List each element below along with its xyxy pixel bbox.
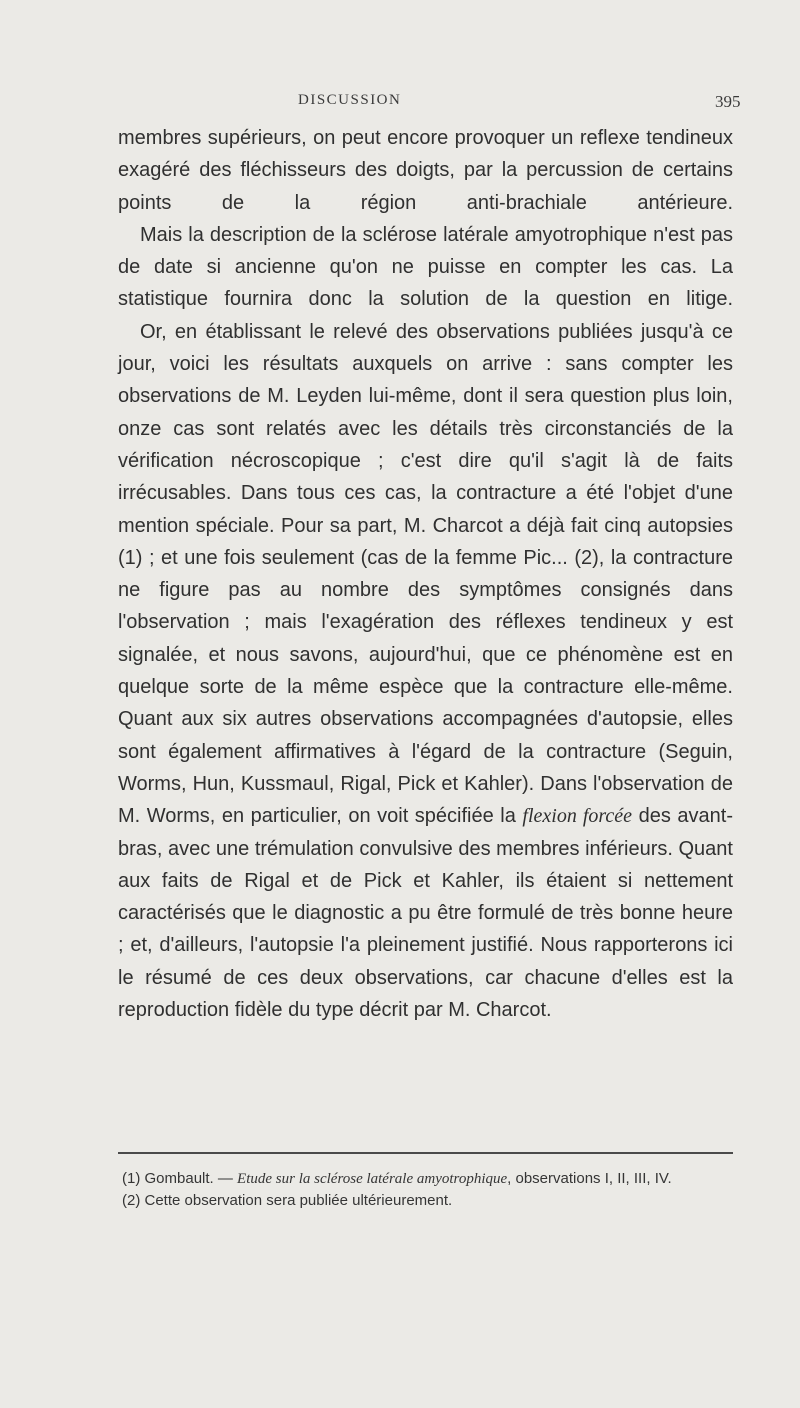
footnote-2: [122, 1190, 732, 1211]
footnote-text: (2) Cette observation sera publiée ultérieurement.: [122, 1192, 453, 1209]
footnote-rule: [118, 1152, 733, 1154]
paragraph-statistics: [118, 316, 733, 1027]
footnotes: [122, 1168, 732, 1211]
paragraph-text: membres supérieurs, on peut encore provoquer un reflexe tendineux exagéré des fléchisseurs des doigts, par la percussion de certains points de la région anti-brachiale antérieure.: [118, 127, 733, 214]
paragraph-text: Or, en établissant le relevé des observations publiées jusqu'à ce jour, voici les résultats auxquels on arrive : sans compter les observations de M. Leyden lui-même, dont il sera question plus loin, onze cas sont relatés avec les détails très circonstanciés de la vérification nécroscopique ; c'est dire qu'il s'agit là de faits irrécusables. Dans tous ces cas, la contracture a été l'objet d'une mention spéciale. Pour sa part, M. Charcot a déjà fait cinq autopsies (1) ; et une fois seulement (cas de la femme Pic... (2), la contracture ne figure pas au nombre des symptômes consignés dans l'observation ; mais l'exagération des réflexes tendineux y est signalée, et nous savons, aujourd'hui, que ce phénomène est en quelque sorte de la même espèce que la contracture elle-même. Quant aux six autres observations accompagnées d'autopsie, elles sont également affirmatives à l'égard de la contracture (Seguin, Worms, Hun, Kussmaul, Rigal, Pick et Kahler). Dans l'observation de M. Worms, en particulier, on voit spécifiée la: [118, 320, 733, 828]
footnote-1: [122, 1168, 732, 1190]
paragraph-continuation: [118, 122, 733, 219]
running-title: DISCUSSION: [298, 92, 402, 108]
page-number: 395: [715, 92, 741, 111]
italic-phrase: flexion forcée: [522, 805, 633, 828]
footnote-text: (1) Gombault. —: [122, 1170, 238, 1187]
paragraph-text: Mais la description de la sclérose latérale amyotrophique n'est pas de date si ancienne qu'on ne puisse en compter les cas. La statistique fournira donc la solution de la question en litige.: [118, 223, 733, 311]
paragraph-text: des avant-bras, avec une trémulation convulsive des membres inférieurs. Quant aux faits de Rigal et de Pick et Kahler, ils étaient si nettement caractérisés que le diagnostic a pu être formulé de très bonne heure ; et, d'ailleurs, l'autopsie l'a pleinement justifié. Nous rapporterons ici le résumé de ces deux observations, car chacune d'elles est la reproduction fidèle du type décrit par M. Charcot.: [118, 805, 733, 1022]
footnote-text: , observations I, II, III, IV.: [507, 1170, 672, 1187]
footnote-title: Etude sur la sclérose latérale amyotrophique: [237, 1171, 508, 1187]
running-head: [0, 92, 800, 116]
paragraph-description: [118, 219, 733, 316]
body-text: [118, 122, 733, 1026]
